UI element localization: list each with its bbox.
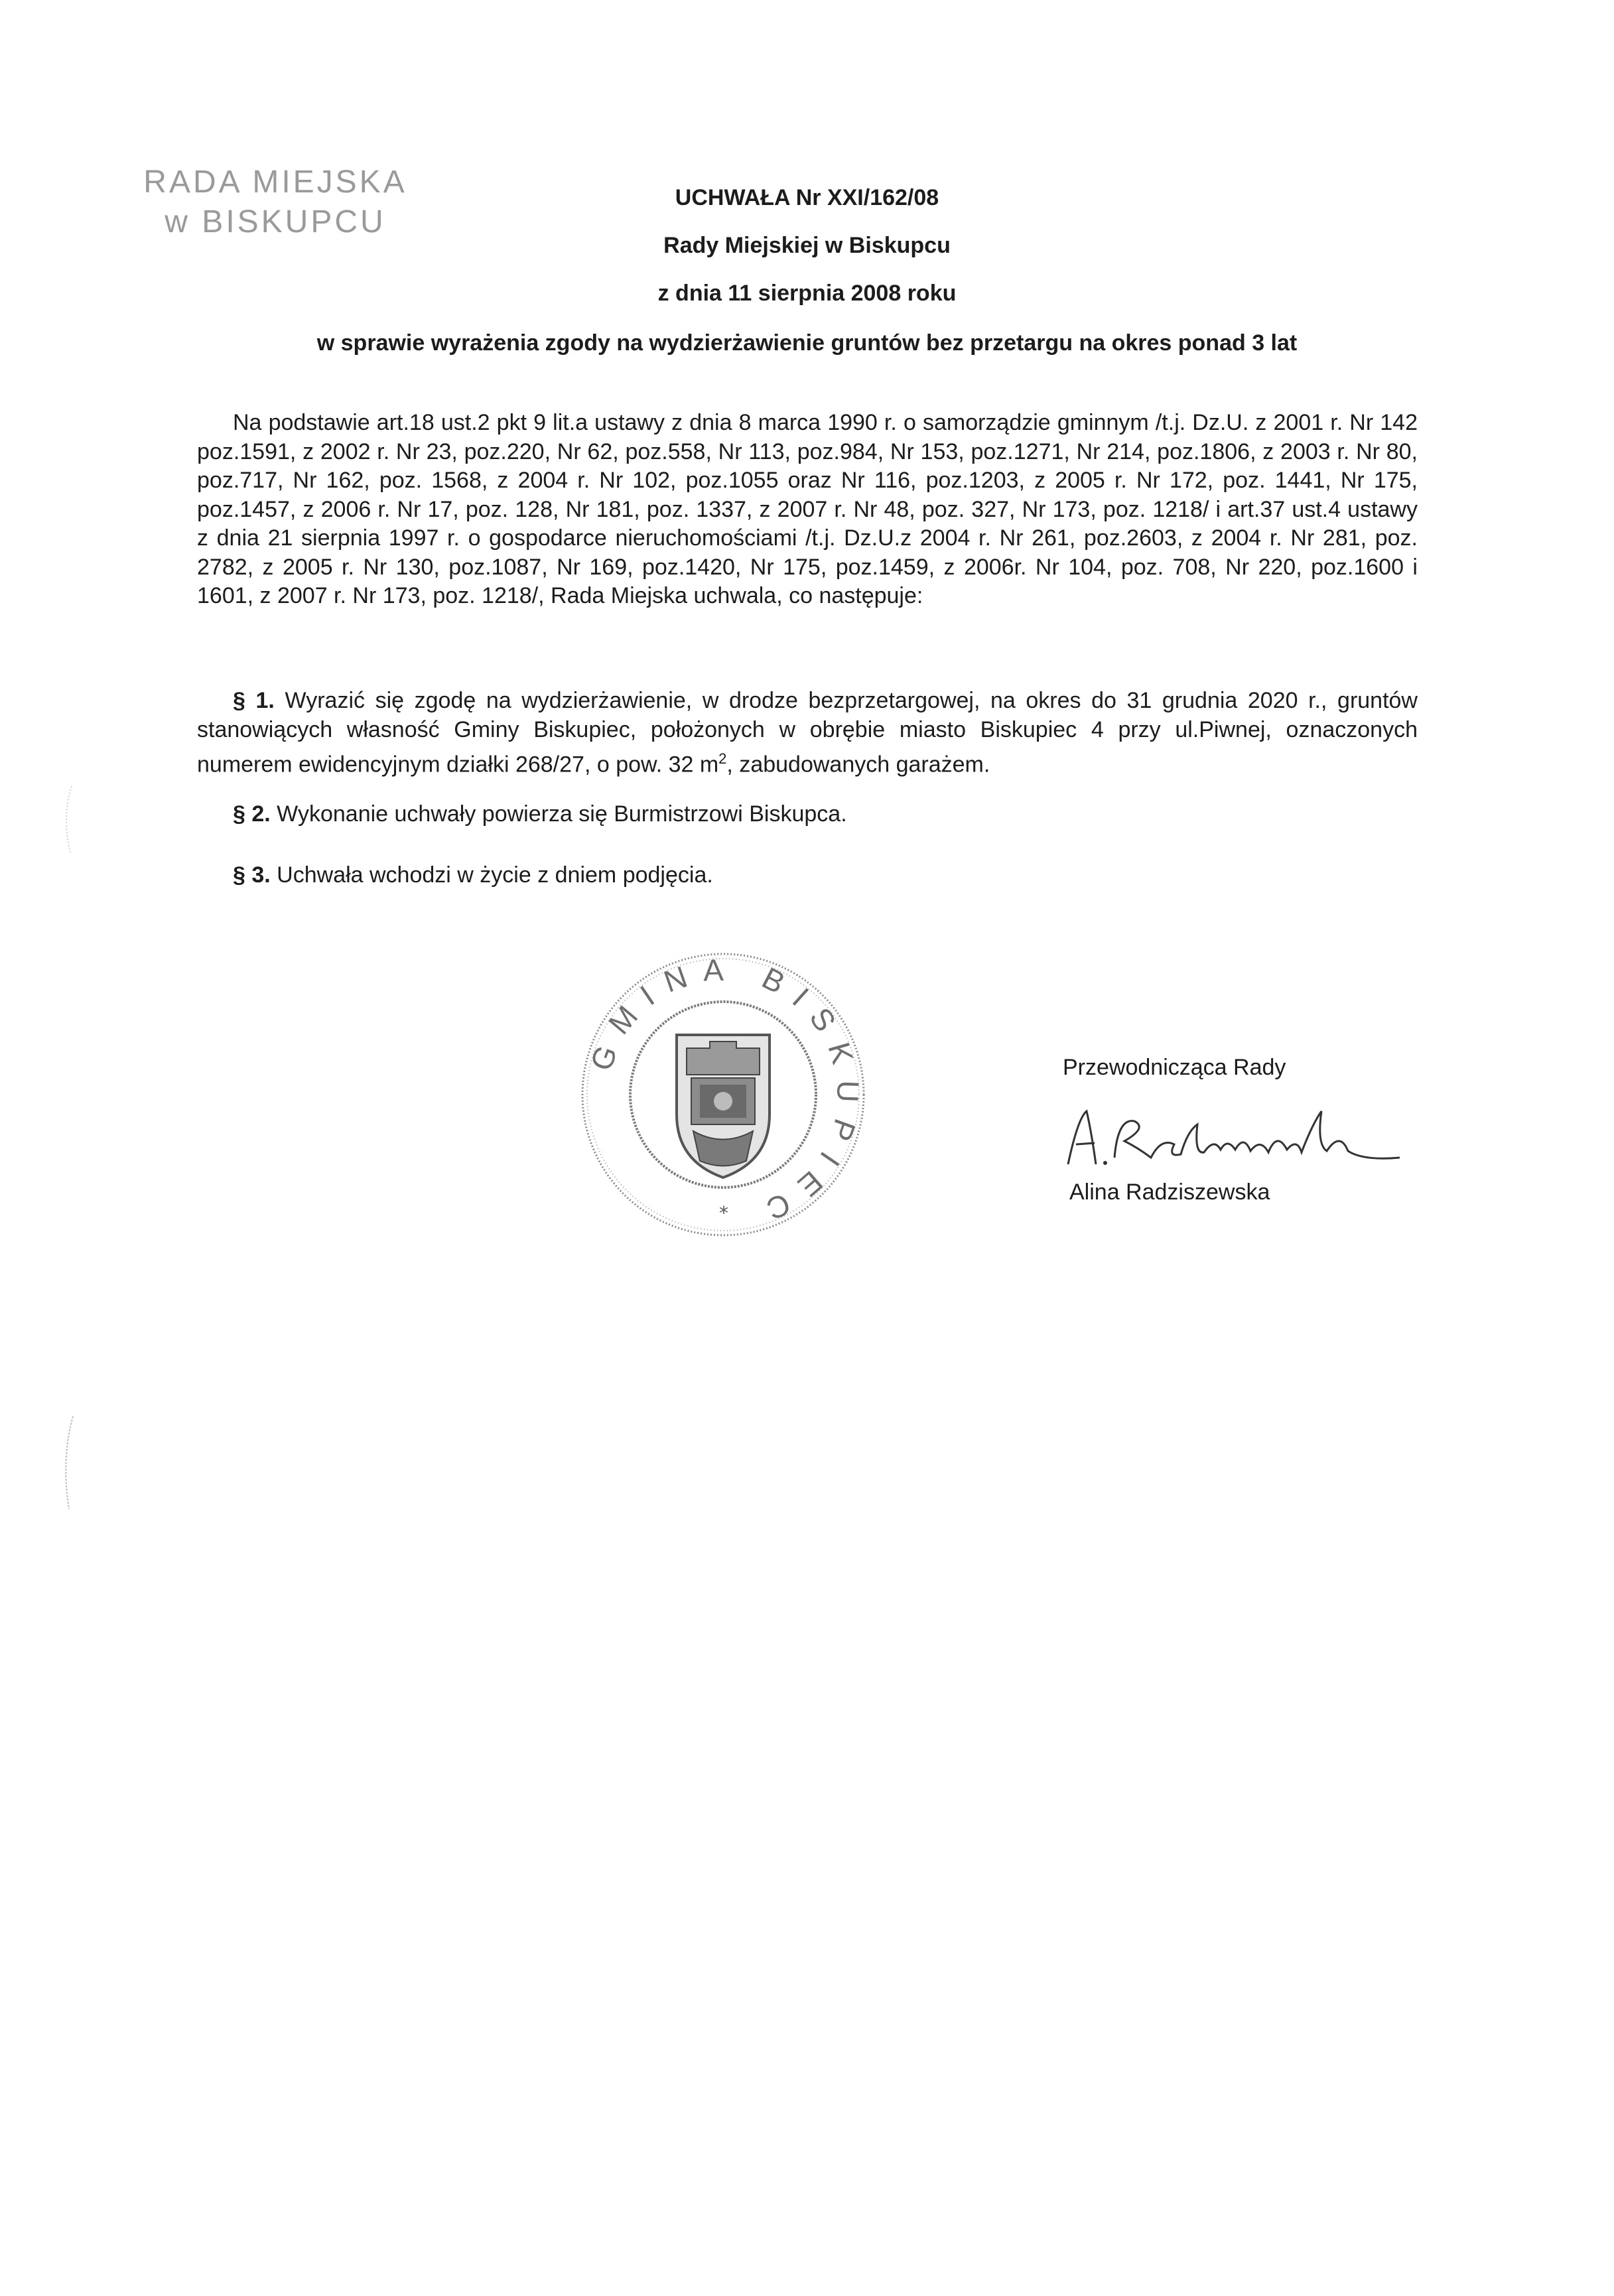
handwritten-signature-icon — [1061, 1091, 1406, 1178]
paragraph-2 — [197, 800, 1453, 829]
resolution-date: z dnia 11 sierpnia 2008 roku — [657, 281, 957, 306]
paragraph-3 — [197, 861, 1453, 890]
signatory-name: Alina Radziszewska — [1069, 1180, 1270, 1205]
resolution-header — [464, 174, 1150, 317]
scan-artifact-icon — [58, 783, 78, 856]
paragraph-2-label: § 2. — [233, 801, 271, 827]
resolution-issuer: Rady Miejskiej w Biskupcu — [663, 233, 951, 258]
signatory-role: Przewodnicząca Rady — [1063, 1055, 1286, 1080]
paragraph-3-text: Uchwała wchodzi w życie z dniem podjęcia. — [277, 862, 713, 888]
svg-text:*: * — [719, 1202, 728, 1224]
paragraph-1-label: § 1. — [233, 688, 275, 713]
paragraph-1-text: Wyrazić się zgodę na wydzierżawienie, w drodze bezprzetargowej, na okres do 31 grudnia 2020 r., gruntów stanowiących własność Gminy Biskupiec, położonych w obrębie miasto Biskupiec 4 przy ul.Piwnej, oznaczonych numerem ewidencyjnym działki 268/27, o pow. 32 m — [197, 688, 1418, 777]
council-stamp-line2: w BISKUPCU — [165, 204, 386, 239]
paragraph-3-label: § 3. — [233, 862, 271, 888]
resolution-subject: w sprawie wyrażenia zgody na wydzierżawienie gruntów bez przetargu na okres ponad 3 lat — [316, 330, 1298, 356]
preamble — [197, 409, 1418, 611]
paragraph-2-text: Wykonanie uchwały powierza się Burmistrzowi Biskupca. — [277, 801, 847, 827]
resolution-number: UCHWAŁA Nr XXI/162/08 — [675, 185, 939, 210]
council-stamp — [123, 163, 428, 242]
municipal-seal-icon — [577, 949, 869, 1241]
scan-artifact-icon — [58, 1413, 78, 1513]
council-stamp-line1: RADA MIEJSKA — [143, 165, 407, 200]
preamble-text: Na podstawie art.18 ust.2 pkt 9 lit.a ustawy z dnia 8 marca 1990 r. o samorządzie gminnym /t.j. Dz.U. z 2001 r. Nr 142 poz.1591, z 2002 r. Nr 23, poz.220, Nr 62, poz.558, Nr 113, poz.984, Nr 153, poz.1271, Nr 214, poz.1806, z 2003 r. Nr 80, poz.717, Nr 162, poz. 1568, z 2004 r. Nr 102, poz.1055 oraz Nr 116, poz.1203, z 2005 r. Nr 172, poz. 1441, Nr 175, poz.1457, z 2006 r. Nr 17, poz. 128, Nr 181, poz. 1337, z 2007 r. Nr 48, poz. 327, Nr 173, poz. 1218/ i art.37 ust.4 ustawy z dnia 21 sierpnia 1997 r. o gospodarce nieruchomościami /t.j. Dz.U.z 2004 r. Nr 261, poz.2603, z 2004 r. Nr 281, poz. 2782, z 2005 r. Nr 130, poz.1087, Nr 169, poz.1420, Nr 175, poz.1459, z 2006r. Nr 104, poz. 708, Nr 220, poz.1600 i 1601, z 2007 r. Nr 173, poz. 1218/, Rada Miejska uchwala, co następuje: — [197, 410, 1418, 608]
seal-text: GMINA BISKUPIEC — [583, 952, 866, 1233]
paragraph-1-sup: 2 — [718, 750, 727, 767]
paragraph-1 — [197, 687, 1418, 779]
paragraph-1-tail: , zabudowanych garażem. — [726, 752, 990, 777]
